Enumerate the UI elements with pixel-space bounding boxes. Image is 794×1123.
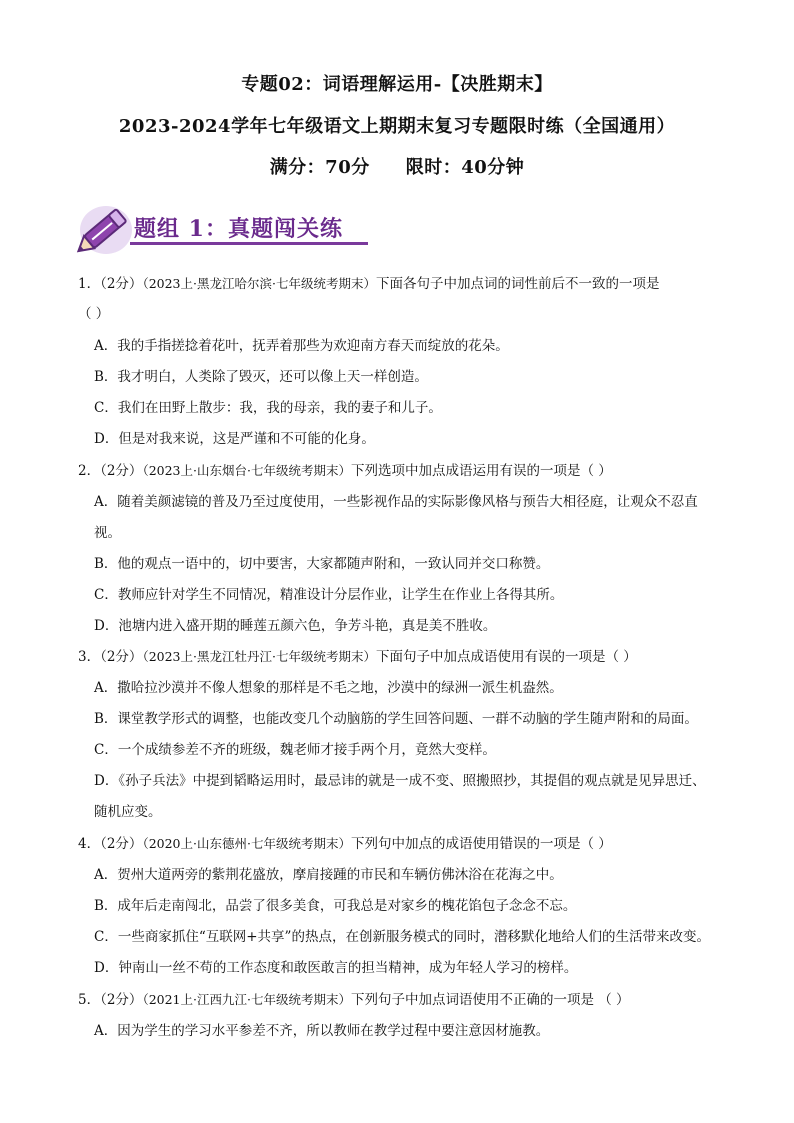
- question-5-stem: 5．（2分）（2021上·江西九江·七年级统考期末）下列句子中加点词语使用不正确的一项是 （ ）: [78, 992, 630, 1008]
- question-2-option-a-cont: 视。: [94, 525, 121, 541]
- question-4-option-b: B．成年后走南闯北，品尝了很多美食，可我总是对家乡的槐花馅包子念念不忘。: [94, 898, 577, 914]
- question-4-option-d: D．钟南山一丝不苟的工作态度和敢医敢言的担当精神，成为年轻人学习的榜样。: [94, 960, 578, 976]
- question-2-option-c: C．教师应针对学生不同情况，精准设计分层作业，让学生在作业上各得其所。: [94, 587, 564, 603]
- time-limit: 限时：40分钟: [405, 157, 525, 178]
- question-3-option-b: B．课堂教学形式的调整，也能改变几个动脑筋的学生回答问题、一群不动脑的学生随声附和的局面。: [94, 711, 698, 727]
- question-2-stem: 2．（2分）（2023上·山东烟台·七年级统考期末）下列选项中加点成语运用有误的一项是（ ）: [78, 463, 612, 479]
- question-4-option-a: A．贺州大道两旁的紫荆花盛放，摩肩接踵的市民和车辆仿佛沐浴在花海之中。: [94, 867, 563, 883]
- question-3-option-c: C．一个成绩参差不齐的班级，魏老师才接手两个月，竟然大变样。: [94, 742, 496, 758]
- document-title: 专题02：词语理解运用-【决胜期末】: [241, 74, 553, 95]
- question-2-option-a: A．随着美颜滤镜的普及乃至过度使用，一些影视作品的实际影像风格与预告大相径庭，让观众不忍直: [94, 494, 698, 510]
- score-time-line: [0, 153, 794, 179]
- section-underline: [130, 242, 368, 245]
- question-1-option-c: C．我们在田野上散步：我，我的母亲，我的妻子和儿子。: [94, 400, 442, 416]
- question-1-stem: 1．（2分）（2023上·黑龙江哈尔滨·七年级统考期末）下面各句子中加点词的词性前后不一致的一项是: [78, 276, 660, 292]
- question-3-stem: 3．（2分）（2023上·黑龙江牡丹江·七年级统考期末）下面句子中加点成语使用有误的一项是（ ）: [78, 649, 637, 665]
- question-1-option-d: D．但是对我来说，这是严谨和不可能的化身。: [94, 431, 375, 447]
- question-1-option-a: A．我的手指搓捻着花叶，抚弄着那些为欢迎南方春天而绽放的花朵。: [94, 338, 509, 354]
- question-5-option-a: A．因为学生的学习水平参差不齐，所以教师在教学过程中要注意因材施教。: [94, 1023, 550, 1039]
- question-1-option-b: B．我才明白，人类除了毁灭，还可以像上天一样创造。: [94, 369, 428, 385]
- question-2-option-b: B．他的观点一语中的，切中要害，大家都随声附和，一致认同并交口称赞。: [94, 556, 550, 572]
- section-title: 题组 1：真题闯关练: [134, 216, 343, 242]
- section-banner: [76, 198, 376, 258]
- document-subtitle: 2023-2024学年七年级语文上期期末复习专题限时练（全国通用）: [118, 116, 676, 137]
- question-2-option-d: D．池塘内进入盛开期的睡莲五颜六色，争芳斗艳，真是美不胜收。: [94, 618, 497, 634]
- question-3-option-a: A．撒哈拉沙漠并不像人想象的那样是不毛之地，沙漠中的绿洲一派生机盎然。: [94, 680, 563, 696]
- question-3-option-d: D．《孙子兵法》中提到韬略运用时，最忌讳的就是一成不变、照搬照抄，其提倡的观点就是见异思迁、: [94, 773, 706, 789]
- full-score: 满分：70分: [269, 157, 370, 178]
- question-4-option-c: C．一些商家抓住“互联网+共享”的热点，在创新服务模式的同时，潜移默化地给人们的生活带来改变。: [94, 929, 710, 945]
- pencil-icon: [76, 198, 138, 258]
- question-1-answer-blank: （ ）: [78, 306, 110, 322]
- question-3-option-d-cont: 随机应变。: [94, 804, 162, 820]
- question-4-stem: 4．（2分）（2020上·山东德州·七年级统考期末）下列句中加点的成语使用错误的一项是（ ）: [78, 836, 612, 852]
